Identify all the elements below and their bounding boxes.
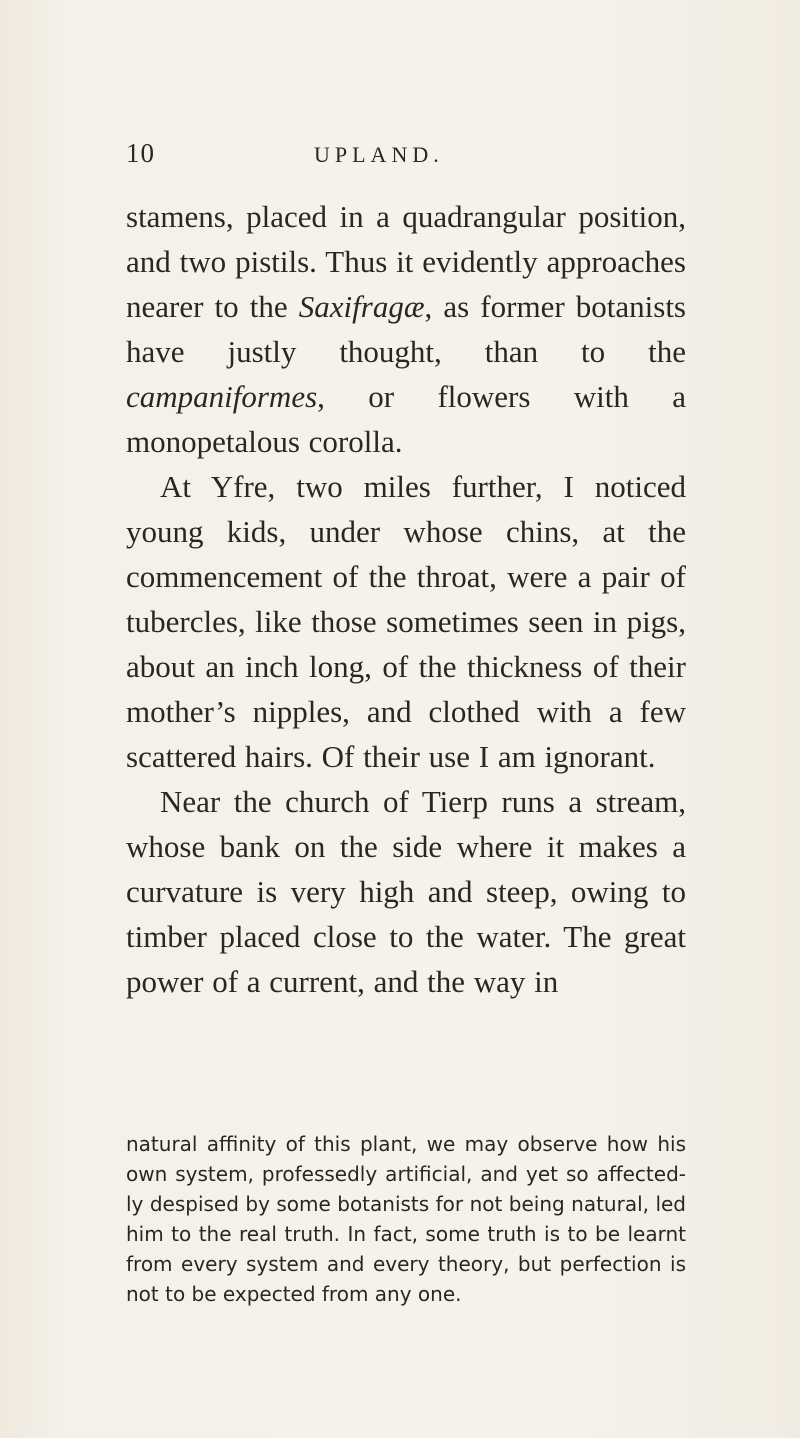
paragraph-1-italic-campaniformes: campaniformes xyxy=(126,379,318,414)
running-head: UPLAND. xyxy=(314,142,444,167)
paragraph-3 xyxy=(126,779,686,1004)
paragraph-3-text: Near the church of Tierp runs a stream, whose bank on the side where it makes a curvature is very high and steep, owing to timber placed close to the water. The great power of a current, and the way in xyxy=(126,784,686,999)
footnote: natural affinity of this plant, we may observe how his own system, professedly artificial, and yet so affected-ly despised by some botanists for not being natural, led him to the real truth. In fact, some truth is to be learnt from every system and every theory, but perfection is not to be expected from any one. xyxy=(126,1132,686,1306)
paragraph-1-text-2: , as former botanists have justly thought, than to the xyxy=(126,289,686,369)
paragraph-1 xyxy=(126,194,686,464)
page-header xyxy=(126,138,686,178)
paragraph-2 xyxy=(126,464,686,779)
paragraph-2-text: At Yfre, two miles further, I noticed young kids, under whose chins, at the commencement of the throat, were a pair of tubercles, like those sometimes seen in pigs, about an inch long, of the thickness of their mother’s nipples, and clothed with a few scattered hairs. Of their use I am ignorant. xyxy=(126,469,686,774)
body-text xyxy=(126,194,686,1004)
page-number: 10 xyxy=(126,138,155,168)
paragraph-1-text-3: , or flowers with a monopetalous corolla. xyxy=(126,379,686,459)
paragraph-1-text-1: stamens, placed in a quadrangular position, and two pistils. Thus it evidently approaches nearer to the xyxy=(126,199,686,324)
paragraph-1-italic-saxifragae: Saxifragæ xyxy=(298,289,425,324)
